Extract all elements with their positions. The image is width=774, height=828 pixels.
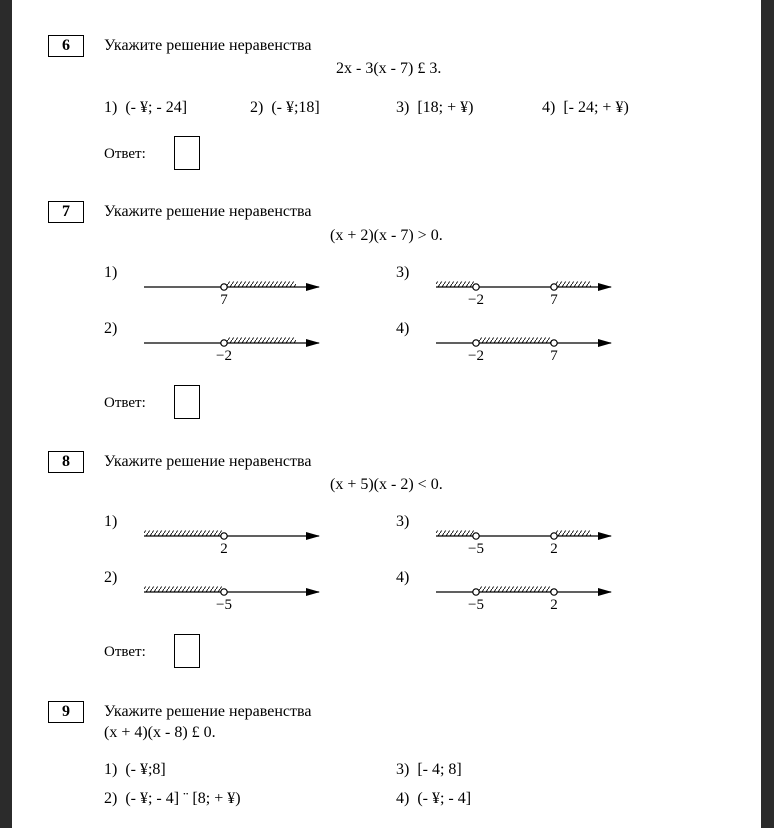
hatch-region: [226, 282, 296, 287]
open-point: [473, 284, 479, 290]
option-text: [- 24; + ¥): [563, 99, 629, 116]
option-label: 1): [104, 99, 118, 116]
option-label: 3): [396, 99, 410, 116]
tick-label: −2: [468, 348, 484, 364]
open-point: [551, 340, 557, 346]
problem-8-option-3-label[interactable]: 3): [396, 513, 410, 530]
problem-8-option-3-number-line[interactable]: [436, 521, 616, 561]
problem-9-option-4[interactable]: [396, 790, 471, 808]
open-point: [221, 340, 227, 346]
option-text: (- ¥; - 4]: [417, 790, 472, 807]
hatch-region-right: [556, 282, 591, 287]
option-label: 2): [104, 790, 118, 807]
tick-label: −2: [216, 348, 232, 364]
problem-8-option-4-label[interactable]: 4): [396, 569, 410, 586]
problem-8-option-1-label[interactable]: 1): [104, 513, 118, 530]
tick-label: −5: [468, 541, 484, 557]
problem-6-option-2[interactable]: [250, 99, 320, 117]
problem-8-prompt: Укажите решение неравенства: [104, 453, 312, 470]
problem-8-answer-label: Ответ:: [104, 644, 146, 660]
tick-label: 7: [550, 348, 558, 364]
hatch-region: [478, 338, 552, 343]
open-point: [221, 589, 227, 595]
worksheet-page: [12, 0, 761, 828]
open-point: [221, 533, 227, 539]
option-text: (- ¥; - 24]: [125, 99, 188, 116]
problem-7-option-1-number-line[interactable]: [144, 272, 324, 312]
option-label: 1): [104, 761, 118, 778]
problem-7-option-4-number-line[interactable]: [436, 328, 616, 368]
hatch-region: [226, 338, 296, 343]
hatch-region-right: [556, 531, 591, 536]
problem-6-answer-box[interactable]: [174, 136, 200, 170]
problem-8-option-2-number-line[interactable]: [144, 577, 324, 617]
problem-9-prompt: Укажите решение неравенства: [104, 703, 312, 720]
option-text: [18; + ¥): [417, 99, 474, 116]
problem-7-answer-label: Ответ:: [104, 395, 146, 411]
option-label: 3): [396, 761, 410, 778]
problem-9-option-1[interactable]: [104, 761, 166, 779]
open-point: [473, 589, 479, 595]
problem-6-option-3[interactable]: [396, 99, 473, 117]
problem-9-formula: (x + 4)(x - 8) £ 0.: [104, 724, 216, 741]
problem-6-answer-label: Ответ:: [104, 146, 146, 162]
problem-8-formula: (x + 5)(x - 2) < 0.: [330, 476, 443, 493]
problem-8-option-1-number-line[interactable]: [144, 521, 324, 561]
problem-7-option-4-label[interactable]: 4): [396, 320, 410, 337]
tick-label: 2: [550, 597, 558, 613]
tick-label: −5: [468, 597, 484, 613]
option-text: (- ¥; - 4] ¨ [8; + ¥): [125, 790, 241, 807]
problem-6-prompt: Укажите решение неравенства: [104, 37, 312, 54]
problem-7-prompt: Укажите решение неравенства: [104, 203, 312, 220]
problem-7-number: 7: [48, 201, 84, 223]
option-text: (- ¥;18]: [271, 99, 320, 116]
open-point: [473, 533, 479, 539]
tick-label: 7: [550, 292, 558, 308]
tick-label: 2: [550, 541, 558, 557]
hatch-region-left: [436, 531, 474, 536]
option-text: [- 4; 8]: [417, 761, 462, 778]
hatch-region: [478, 587, 552, 592]
open-point: [551, 533, 557, 539]
option-label: 2): [250, 99, 264, 116]
option-label: 4): [542, 99, 556, 116]
problem-7-option-1-label[interactable]: 1): [104, 264, 118, 281]
tick-label: −2: [468, 292, 484, 308]
problem-8-option-2-label[interactable]: 2): [104, 569, 118, 586]
tick-label: 2: [220, 541, 228, 557]
problem-8-option-4-number-line[interactable]: [436, 577, 616, 617]
problem-6-option-1[interactable]: [104, 99, 187, 117]
problem-9-number: 9: [48, 701, 84, 723]
tick-label: 7: [220, 292, 228, 308]
problem-9-option-2[interactable]: [104, 790, 241, 808]
hatch-region: [144, 587, 222, 592]
open-point: [551, 284, 557, 290]
problem-9-option-3[interactable]: [396, 761, 462, 779]
open-point: [473, 340, 479, 346]
problem-7-option-2-label[interactable]: 2): [104, 320, 118, 337]
problem-7-option-3-number-line[interactable]: [436, 272, 616, 312]
hatch-region: [144, 531, 222, 536]
problem-6-formula: 2x - 3(x - 7) £ 3.: [336, 60, 442, 77]
option-label: 4): [396, 790, 410, 807]
option-text: (- ¥;8]: [125, 761, 166, 778]
open-point: [551, 589, 557, 595]
problem-7-option-2-number-line[interactable]: [144, 328, 324, 368]
problem-7-option-3-label[interactable]: 3): [396, 264, 410, 281]
problem-6-number: 6: [48, 35, 84, 57]
problem-6-option-4[interactable]: [542, 99, 629, 117]
problem-7-formula: (x + 2)(x - 7) > 0.: [330, 227, 443, 244]
problem-8-answer-box[interactable]: [174, 634, 200, 668]
tick-label: −5: [216, 597, 232, 613]
problem-7-answer-box[interactable]: [174, 385, 200, 419]
open-point: [221, 284, 227, 290]
problem-8-number: 8: [48, 451, 84, 473]
hatch-region-left: [436, 282, 474, 287]
